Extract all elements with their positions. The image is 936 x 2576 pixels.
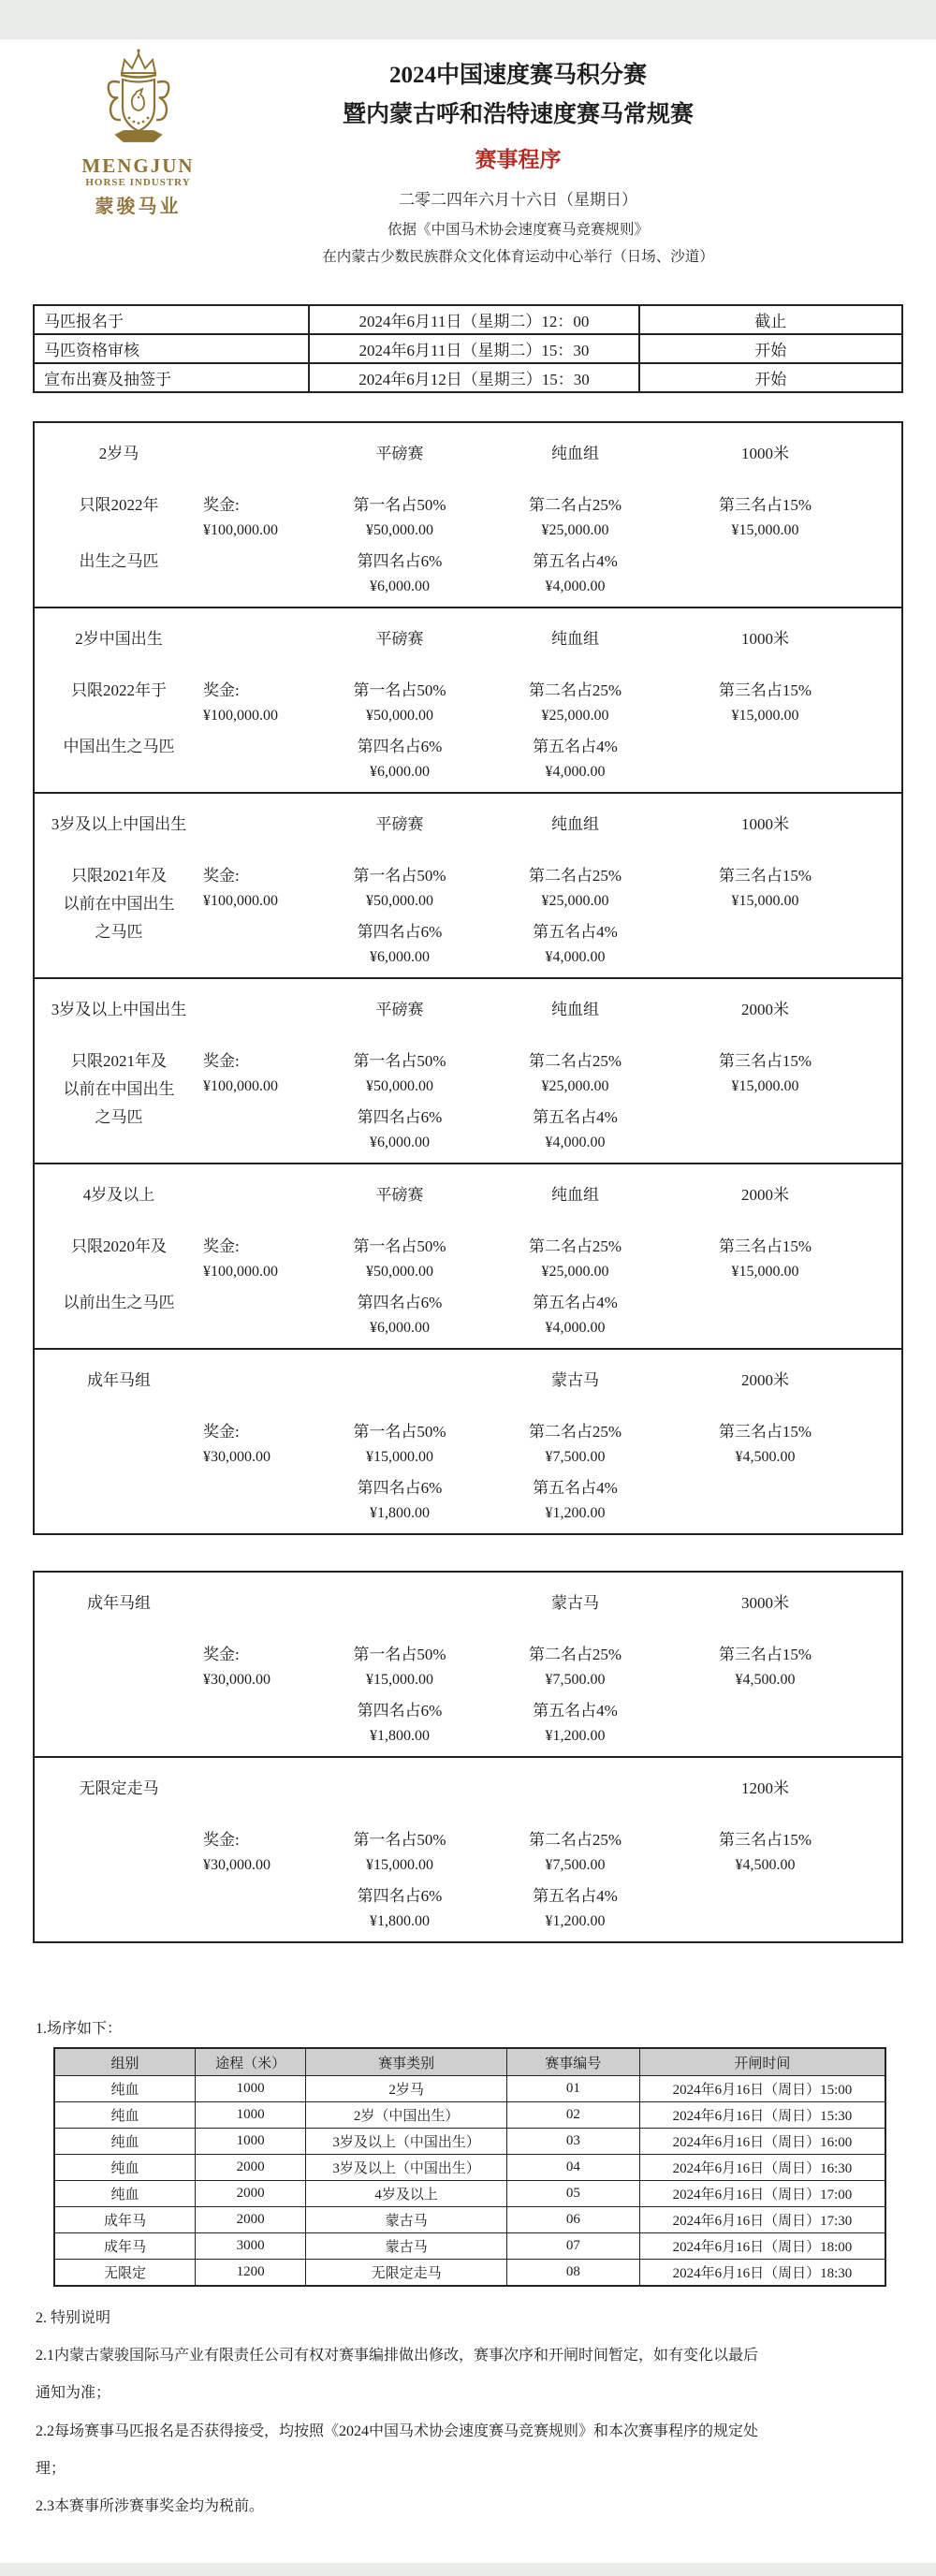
prize-label: 奖金: xyxy=(203,1051,240,1070)
first-place-percent: 第一名占50% xyxy=(353,1422,446,1441)
third-place-percent: 第三名占15% xyxy=(718,1830,812,1849)
race-type: 平磅赛 xyxy=(375,814,424,833)
fourth-place-amount: ¥1,800.00 xyxy=(370,1728,430,1744)
fourth-place-percent: 第四名占6% xyxy=(357,1293,443,1311)
fifth-place-percent: 第五名占4% xyxy=(533,551,618,570)
third-place-amount: ¥15,000.00 xyxy=(731,708,799,724)
first-place-amount: ¥50,000.00 xyxy=(366,1078,433,1094)
logo-name-cn: 蒙骏马业 xyxy=(95,197,182,218)
note-line: 2.1内蒙古蒙骏国际马产业有限责任公司有权对赛事编排做出修改，赛事次序和开闸时间暂定，如有变化以最后 xyxy=(36,2348,759,2364)
restriction-line-1: 只限2022年于 xyxy=(71,681,167,699)
schedule-table-body xyxy=(34,305,902,392)
schedule-time: 2024年6月11日（星期二）12：00 xyxy=(309,305,638,334)
restriction-line-3: 以前出生之马匹 xyxy=(63,1293,175,1311)
race-name: 3岁及以上中国出生 xyxy=(51,814,187,833)
restriction-line-2: 以前在中国出生 xyxy=(63,1079,175,1098)
second-place-percent: 第二名占25% xyxy=(528,681,622,699)
first-place-percent: 第一名占50% xyxy=(353,866,446,885)
race-block xyxy=(35,979,901,1164)
order-race-number: 01 xyxy=(506,2076,639,2102)
third-place-percent: 第三名占15% xyxy=(718,681,812,699)
order-start-time: 2024年6月16日（周日）18:30 xyxy=(639,2260,885,2287)
restriction-line-1: 只限2021年及 xyxy=(71,1051,167,1070)
event-title-line2: 暨内蒙古呼和浩特速度赛马常规赛 xyxy=(342,102,694,127)
race-type: 平磅赛 xyxy=(375,1185,424,1204)
third-place-percent: 第三名占15% xyxy=(718,1645,812,1663)
second-place-percent: 第二名占25% xyxy=(528,1237,622,1255)
race-name: 2岁马 xyxy=(98,444,139,462)
race-distance: 1000米 xyxy=(741,629,789,648)
race-table-2 xyxy=(33,1571,903,1943)
note-line: 2.3本赛事所涉赛事奖金均为税前。 xyxy=(36,2497,265,2514)
prize-total: ¥100,000.00 xyxy=(203,522,278,538)
order-group: 纯血 xyxy=(54,2102,195,2129)
race-group xyxy=(475,1767,676,1805)
race-type: 平磅赛 xyxy=(375,1000,424,1018)
special-notes xyxy=(36,2309,936,2515)
first-place-percent: 第一名占50% xyxy=(353,495,446,514)
logo-industry: HORSE INDUSTRY xyxy=(85,177,191,189)
order-category: 蒙古马 xyxy=(306,2233,507,2260)
third-place-amount: ¥15,000.00 xyxy=(731,1078,799,1094)
schedule-status: 开始 xyxy=(639,363,902,392)
order-col-header: 赛事类别 xyxy=(306,2048,507,2076)
restriction-line-3: 中国出生之马匹 xyxy=(63,737,175,755)
first-place-amount: ¥15,000.00 xyxy=(366,1857,433,1873)
order-row xyxy=(54,2260,885,2287)
schedule-row xyxy=(34,305,902,334)
race-name: 无限定走马 xyxy=(79,1778,159,1797)
fourth-place-percent: 第四名占6% xyxy=(357,551,443,570)
restriction-line-2 xyxy=(35,1443,203,1471)
fourth-place-amount: ¥6,000.00 xyxy=(370,1134,430,1150)
race-group: 纯血组 xyxy=(551,814,599,833)
race-name: 成年马组 xyxy=(87,1593,151,1612)
first-place-percent: 第一名占50% xyxy=(353,1830,446,1849)
order-category: 3岁及以上（中国出生） xyxy=(306,2129,507,2155)
restriction-line-3 xyxy=(35,1694,203,1722)
second-place-percent: 第二名占25% xyxy=(528,1830,622,1849)
order-race-number: 05 xyxy=(506,2181,639,2207)
fifth-place-amount: ¥4,000.00 xyxy=(545,764,606,780)
fifth-place-percent: 第五名占4% xyxy=(533,1701,618,1720)
second-place-percent: 第二名占25% xyxy=(528,1645,622,1663)
rule-line: 依据《中国马术协会速度赛马竞赛规则》 xyxy=(387,222,649,238)
race-name: 3岁及以上中国出生 xyxy=(51,1000,187,1018)
order-race-number: 08 xyxy=(506,2260,639,2287)
note-line: 理； xyxy=(36,2460,66,2477)
first-place-percent: 第一名占50% xyxy=(353,1237,446,1255)
restriction-line-1 xyxy=(35,1415,203,1443)
fourth-place-amount: ¥1,800.00 xyxy=(370,1505,430,1521)
third-place-amount: ¥15,000.00 xyxy=(731,893,799,909)
race-type: 平磅赛 xyxy=(375,444,424,462)
schedule-item: 马匹报名于 xyxy=(34,305,309,334)
third-place-percent: 第三名占15% xyxy=(718,1237,812,1255)
order-group: 纯血 xyxy=(54,2076,195,2102)
third-place-amount: ¥4,500.00 xyxy=(735,1672,796,1688)
restriction-line-2 xyxy=(35,1666,203,1694)
crest-horse-crown-icon xyxy=(82,49,195,154)
order-category: 3岁及以上（中国出生） xyxy=(306,2155,507,2181)
prize-label: 奖金: xyxy=(203,495,240,514)
fourth-place-amount: ¥6,000.00 xyxy=(370,949,430,965)
order-distance: 2000 xyxy=(195,2207,305,2233)
first-place-amount: ¥50,000.00 xyxy=(366,893,433,909)
restriction-line-1 xyxy=(35,1638,203,1666)
third-place-amount: ¥4,500.00 xyxy=(735,1449,796,1465)
order-group: 纯血 xyxy=(54,2129,195,2155)
fourth-place-percent: 第四名占6% xyxy=(357,737,443,755)
order-distance: 1000 xyxy=(195,2102,305,2129)
race-distance: 2000米 xyxy=(741,1370,789,1389)
order-race-number: 07 xyxy=(506,2233,639,2260)
first-place-amount: ¥15,000.00 xyxy=(366,1449,433,1465)
fourth-place-percent: 第四名占6% xyxy=(357,1886,443,1905)
logo-name-en: MENGJUN xyxy=(81,154,195,177)
fifth-place-amount: ¥1,200.00 xyxy=(545,1728,606,1744)
document-header xyxy=(0,39,936,272)
order-row xyxy=(54,2181,885,2207)
order-group: 成年马 xyxy=(54,2207,195,2233)
fourth-place-amount: ¥6,000.00 xyxy=(370,1320,430,1336)
restriction-line-2 xyxy=(35,702,203,730)
race-distance: 1000米 xyxy=(741,814,789,833)
prize-label: 奖金: xyxy=(203,866,240,885)
order-distance: 2000 xyxy=(195,2181,305,2207)
prize-total: ¥100,000.00 xyxy=(203,1264,278,1280)
order-start-time: 2024年6月16日（周日）17:30 xyxy=(639,2207,885,2233)
race-order-body xyxy=(54,2076,885,2287)
fourth-place-amount: ¥1,800.00 xyxy=(370,1913,430,1929)
race-type xyxy=(325,1767,475,1805)
restriction-line-3: 之马匹 xyxy=(95,922,143,941)
first-place-amount: ¥15,000.00 xyxy=(366,1672,433,1688)
restriction-line-2: 以前在中国出生 xyxy=(63,894,175,913)
schedule-item: 马匹资格审核 xyxy=(34,334,309,363)
venue-line: 在内蒙古少数民族群众文化体育运动中心举行（日场、沙道） xyxy=(322,249,714,265)
fifth-place-amount: ¥4,000.00 xyxy=(545,949,606,965)
fifth-place-amount: ¥4,000.00 xyxy=(545,578,606,594)
schedule-item: 宣布出赛及抽签于 xyxy=(34,363,309,392)
restriction-line-1: 只限2021年及 xyxy=(71,866,167,885)
order-start-time: 2024年6月16日（周日）15:30 xyxy=(639,2102,885,2129)
second-place-percent: 第二名占25% xyxy=(528,1422,622,1441)
second-place-amount: ¥25,000.00 xyxy=(541,1078,609,1094)
race-table-1 xyxy=(33,421,903,1535)
order-row xyxy=(54,2233,885,2260)
third-place-amount: ¥15,000.00 xyxy=(731,1264,799,1280)
race-distance: 2000米 xyxy=(741,1000,789,1018)
second-place-amount: ¥7,500.00 xyxy=(545,1857,606,1873)
prize-label: 奖金: xyxy=(203,1645,240,1663)
document-page xyxy=(0,39,936,2563)
prize-label: 奖金: xyxy=(203,1237,240,1255)
fourth-place-amount: ¥6,000.00 xyxy=(370,578,430,594)
order-col-header: 赛事编号 xyxy=(506,2048,639,2076)
event-date-line: 二零二四年六月十六日（星期日） xyxy=(399,191,637,209)
schedule-time: 2024年6月11日（星期二）15：30 xyxy=(309,334,638,363)
restriction-line-2 xyxy=(35,1258,203,1286)
order-col-header: 途程（米） xyxy=(195,2048,305,2076)
order-group: 纯血 xyxy=(54,2181,195,2207)
race-name: 2岁中国出生 xyxy=(75,629,163,648)
race-order-header xyxy=(54,2048,885,2076)
race-group: 纯血组 xyxy=(551,1185,599,1204)
fifth-place-amount: ¥1,200.00 xyxy=(545,1913,606,1929)
prize-total: ¥30,000.00 xyxy=(203,1449,271,1465)
fifth-place-percent: 第五名占4% xyxy=(533,737,618,755)
order-row xyxy=(54,2155,885,2181)
prize-label: 奖金: xyxy=(203,681,240,699)
second-place-amount: ¥25,000.00 xyxy=(541,1264,609,1280)
third-place-percent: 第三名占15% xyxy=(718,495,812,514)
race-block xyxy=(35,1573,901,1758)
restriction-line-3: 出生之马匹 xyxy=(79,551,159,570)
order-row xyxy=(54,2076,885,2102)
fifth-place-percent: 第五名占4% xyxy=(533,1478,618,1497)
fifth-place-percent: 第五名占4% xyxy=(533,922,618,941)
note-line: 通知为准； xyxy=(36,2385,111,2402)
schedule-time: 2024年6月12日（星期三）15：30 xyxy=(309,363,638,392)
fourth-place-percent: 第四名占6% xyxy=(357,1107,443,1126)
third-place-percent: 第三名占15% xyxy=(718,1051,812,1070)
race-group: 纯血组 xyxy=(551,629,599,648)
prize-total: ¥100,000.00 xyxy=(203,708,278,724)
second-place-amount: ¥25,000.00 xyxy=(541,708,609,724)
restriction-line-2 xyxy=(35,517,203,545)
fifth-place-amount: ¥4,000.00 xyxy=(545,1134,606,1150)
second-place-percent: 第二名占25% xyxy=(528,495,622,514)
restriction-line-2 xyxy=(35,1852,203,1880)
second-place-amount: ¥7,500.00 xyxy=(545,1449,606,1465)
order-start-time: 2024年6月16日（周日）16:30 xyxy=(639,2155,885,2181)
race-block xyxy=(35,1758,901,1941)
schedule-status: 开始 xyxy=(639,334,902,363)
race-block xyxy=(35,608,901,794)
first-place-percent: 第一名占50% xyxy=(353,681,446,699)
prize-total: ¥30,000.00 xyxy=(203,1857,271,1873)
fifth-place-amount: ¥1,200.00 xyxy=(545,1505,606,1521)
order-race-number: 04 xyxy=(506,2155,639,2181)
note-line: 2. 特别说明 xyxy=(36,2310,111,2326)
fourth-place-percent: 第四名占6% xyxy=(357,1701,443,1720)
order-start-time: 2024年6月16日（周日）17:00 xyxy=(639,2181,885,2207)
race-block xyxy=(35,1350,901,1533)
order-distance: 1200 xyxy=(195,2260,305,2287)
schedule-row xyxy=(34,334,902,363)
program-title: 赛事程序 xyxy=(475,148,562,171)
race-block xyxy=(35,794,901,979)
second-place-amount: ¥25,000.00 xyxy=(541,522,609,538)
second-place-amount: ¥25,000.00 xyxy=(541,893,609,909)
order-race-number: 02 xyxy=(506,2102,639,2129)
order-row xyxy=(54,2207,885,2233)
order-group: 纯血 xyxy=(54,2155,195,2181)
race-group: 蒙古马 xyxy=(551,1370,599,1389)
third-place-percent: 第三名占15% xyxy=(718,866,812,885)
race-order-title: 1.场序如下： xyxy=(36,2021,123,2037)
restriction-line-1: 只限2022年 xyxy=(79,495,159,514)
title-block xyxy=(229,49,936,272)
order-group: 成年马 xyxy=(54,2233,195,2260)
note-line: 2.2每场赛事马匹报名是否获得接受，均按照《2024中国马术协会速度赛马竞赛规则》和本次赛事程序的规定处 xyxy=(36,2422,759,2439)
order-distance: 3000 xyxy=(195,2233,305,2260)
first-place-amount: ¥50,000.00 xyxy=(366,522,433,538)
race-name: 成年马组 xyxy=(87,1370,151,1389)
prize-total: ¥30,000.00 xyxy=(203,1672,271,1688)
order-race-number: 06 xyxy=(506,2207,639,2233)
race-type xyxy=(325,1359,475,1397)
order-category: 2岁（中国出生） xyxy=(306,2102,507,2129)
schedule-status: 截止 xyxy=(639,305,902,334)
order-distance: 1000 xyxy=(195,2076,305,2102)
race-distance: 1000米 xyxy=(741,444,789,462)
race-distance: 2000米 xyxy=(741,1185,789,1204)
restriction-line-1 xyxy=(35,1823,203,1852)
order-start-time: 2024年6月16日（周日）16:00 xyxy=(639,2129,885,2155)
order-distance: 2000 xyxy=(195,2155,305,2181)
race-distance: 3000米 xyxy=(741,1593,789,1612)
fourth-place-amount: ¥6,000.00 xyxy=(370,764,430,780)
order-col-header: 开闸时间 xyxy=(639,2048,885,2076)
order-distance: 1000 xyxy=(195,2129,305,2155)
fifth-place-percent: 第五名占4% xyxy=(533,1886,618,1905)
race-order-table xyxy=(53,2047,886,2287)
race-group: 纯血组 xyxy=(551,1000,599,1018)
third-place-amount: ¥15,000.00 xyxy=(731,522,799,538)
order-race-number: 03 xyxy=(506,2129,639,2155)
mengjun-logo xyxy=(47,49,229,218)
event-title-line1: 2024中国速度赛马积分赛 xyxy=(388,63,647,88)
restriction-line-3: 之马匹 xyxy=(95,1107,143,1126)
prize-total: ¥100,000.00 xyxy=(203,1078,278,1094)
race-group: 纯血组 xyxy=(551,444,599,462)
race-block xyxy=(35,1164,901,1350)
second-place-percent: 第二名占25% xyxy=(528,1051,622,1070)
fifth-place-percent: 第五名占4% xyxy=(533,1293,618,1311)
restriction-line-3 xyxy=(35,1880,203,1908)
race-order-header-row xyxy=(54,2048,885,2076)
order-group: 无限定 xyxy=(54,2260,195,2287)
order-start-time: 2024年6月16日（周日）15:00 xyxy=(639,2076,885,2102)
first-place-percent: 第一名占50% xyxy=(353,1051,446,1070)
order-category: 2岁马 xyxy=(306,2076,507,2102)
fifth-place-amount: ¥4,000.00 xyxy=(545,1320,606,1336)
prize-label: 奖金: xyxy=(203,1422,240,1441)
race-group: 蒙古马 xyxy=(551,1593,599,1612)
fourth-place-percent: 第四名占6% xyxy=(357,1478,443,1497)
third-place-amount: ¥4,500.00 xyxy=(735,1857,796,1873)
prize-total: ¥100,000.00 xyxy=(203,893,278,909)
first-place-amount: ¥50,000.00 xyxy=(366,1264,433,1280)
race-type: 平磅赛 xyxy=(375,629,424,648)
order-row xyxy=(54,2129,885,2155)
prize-label: 奖金: xyxy=(203,1830,240,1849)
third-place-percent: 第三名占15% xyxy=(718,1422,812,1441)
fourth-place-percent: 第四名占6% xyxy=(357,922,443,941)
race-distance: 1200米 xyxy=(741,1778,789,1797)
restriction-line-3 xyxy=(35,1471,203,1500)
first-place-percent: 第一名占50% xyxy=(353,1645,446,1663)
race-name: 4岁及以上 xyxy=(82,1185,155,1204)
order-col-header: 组别 xyxy=(54,2048,195,2076)
order-start-time: 2024年6月16日（周日）18:00 xyxy=(639,2233,885,2260)
order-category: 4岁及以上 xyxy=(306,2181,507,2207)
fifth-place-percent: 第五名占4% xyxy=(533,1107,618,1126)
second-place-percent: 第二名占25% xyxy=(528,866,622,885)
restriction-line-1: 只限2020年及 xyxy=(71,1237,167,1255)
race-block xyxy=(35,423,901,608)
first-place-amount: ¥50,000.00 xyxy=(366,708,433,724)
order-category: 蒙古马 xyxy=(306,2207,507,2233)
schedule-table xyxy=(33,304,903,393)
order-row xyxy=(54,2102,885,2129)
schedule-row xyxy=(34,363,902,392)
race-type xyxy=(325,1582,475,1619)
second-place-amount: ¥7,500.00 xyxy=(545,1672,606,1688)
order-category: 无限定走马 xyxy=(306,2260,507,2287)
